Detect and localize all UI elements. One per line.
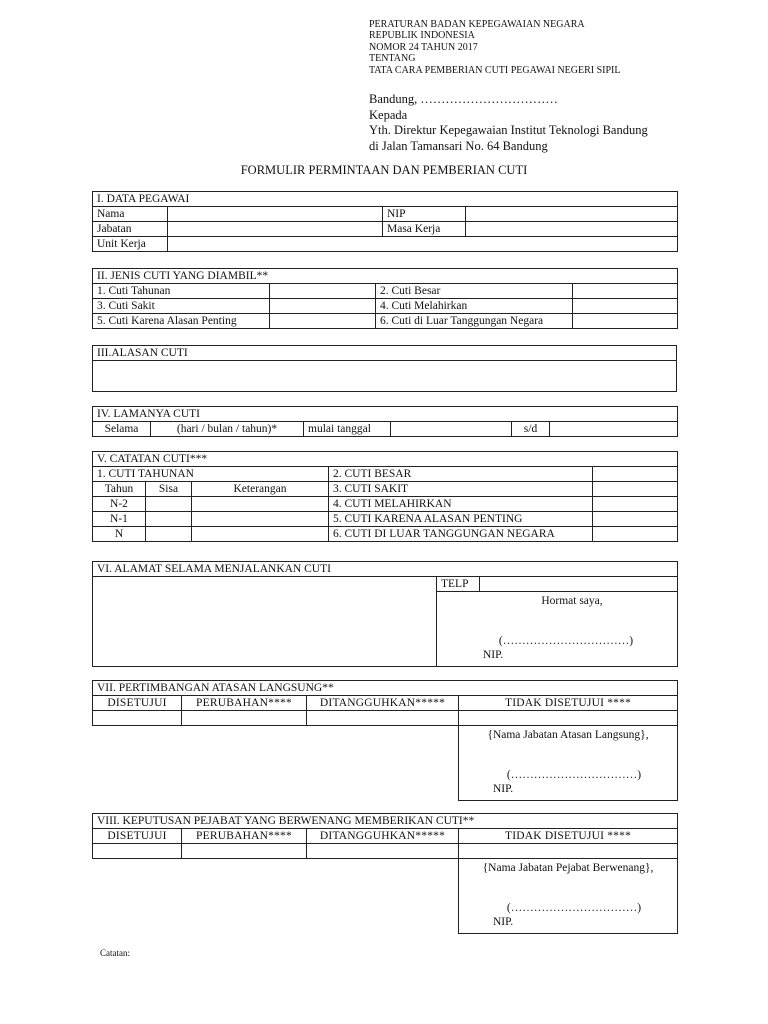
cuti-luar-tanggungan-label: 6. Cuti di Luar Tanggungan Negara [376, 314, 573, 329]
section-alasan-cuti [92, 345, 677, 392]
col-tidak-disetujui: TIDAK DISETUJUI **** [459, 696, 678, 711]
catatan-label: Catatan: [100, 948, 130, 958]
telp-label: TELP [437, 577, 480, 592]
catatan-cuti-sakit-label: 3. CUTI SAKIT [329, 482, 593, 497]
col-sisa: Sisa [146, 482, 192, 497]
catatan-cuti-luar-tanggungan-label: 6. CUTI DI LUAR TANGGUNGAN NEGARA [329, 527, 593, 542]
jabatan-label: Jabatan [93, 222, 168, 237]
cuti-melahirkan-check[interactable] [573, 299, 678, 314]
section-title: VIII. KEPUTUSAN PEJABAT YANG BERWENANG MEMBERIKAN CUTI** [93, 814, 678, 829]
regulation-header [369, 19, 621, 76]
nip-label: NIP [383, 207, 466, 222]
pejabat-signature-block [459, 859, 678, 934]
cuti-alasan-penting-label: 5. Cuti Karena Alasan Penting [93, 314, 270, 329]
col-keterangan: Keterangan [192, 482, 329, 497]
nama-label: Nama [93, 207, 168, 222]
disetujui-field[interactable] [93, 711, 182, 726]
section-title: III.ALASAN CUTI [93, 346, 677, 361]
selama-label: Selama [93, 422, 151, 437]
addressee-location: di Jalan Tamansari No. 64 Bandung [369, 138, 548, 153]
catatan-cuti-melahirkan-field[interactable] [593, 497, 678, 512]
form-title: FORMULIR PERMINTAAN DAN PEMBERIAN CUTI [240, 163, 528, 177]
mulai-tanggal-field[interactable] [391, 422, 512, 437]
nip-field[interactable] [466, 207, 678, 222]
perubahan-field[interactable] [182, 711, 307, 726]
section-title: VI. ALAMAT SELAMA MENJALANKAN CUTI [93, 562, 678, 577]
ditangguhkan-field[interactable] [307, 844, 459, 859]
masa-kerja-label: Masa Kerja [383, 222, 466, 237]
catatan-cuti-luar-tanggungan-field[interactable] [593, 527, 678, 542]
cuti-sakit-label: 3. Cuti Sakit [93, 299, 270, 314]
addressee-recipient: Yth. Direktur Kepegawaian Institut Teknologi Bandung [369, 123, 648, 137]
mulai-tanggal-label: mulai tanggal [304, 422, 391, 437]
year-n2: N-2 [93, 497, 146, 512]
header-line: REPUBLIK INDONESIA [369, 30, 475, 42]
section-title: IV. LAMANYA CUTI [93, 407, 678, 422]
sisa-field[interactable] [146, 497, 192, 512]
nama-field[interactable] [168, 207, 383, 222]
section-jenis-cuti [92, 268, 678, 329]
pemohon-signature-block [437, 592, 678, 667]
city-date: Bandung, …………………………… [369, 92, 558, 106]
telp-field[interactable] [480, 577, 678, 592]
catatan-cuti-besar-field[interactable] [593, 467, 678, 482]
header-line: PERATURAN BADAN KEPEGAWAIAN NEGARA [369, 19, 585, 30]
jabatan-field[interactable] [168, 222, 383, 237]
hormat-saya: Hormat saya, [541, 595, 603, 607]
col-perubahan: PERUBAHAN**** [182, 829, 307, 844]
blank-area [93, 726, 459, 801]
nip-line: NIP. [493, 916, 514, 928]
section-pertimbangan-atasan [92, 680, 678, 801]
cuti-luar-tanggungan-check[interactable] [573, 314, 678, 329]
keterangan-field[interactable] [192, 497, 329, 512]
col-ditangguhkan: DITANGGUHKAN***** [307, 829, 459, 844]
col-disetujui: DISETUJUI [93, 829, 182, 844]
addressee-to: Kepada [369, 107, 408, 122]
cuti-tahunan-heading: 1. CUTI TAHUNAN [93, 467, 329, 482]
cuti-besar-label: 2. Cuti Besar [376, 284, 573, 299]
sd-label: s/d [512, 422, 550, 437]
atasan-signature-block [459, 726, 678, 801]
blank-area [93, 859, 459, 934]
section-keputusan-pejabat [92, 813, 678, 934]
section-alamat-cuti [92, 561, 678, 667]
masa-kerja-field[interactable] [466, 222, 678, 237]
sisa-field[interactable] [146, 527, 192, 542]
header-line: TENTANG [369, 53, 416, 65]
catatan-cuti-besar-label: 2. CUTI BESAR [329, 467, 593, 482]
tidak-disetujui-field[interactable] [459, 844, 678, 859]
col-perubahan: PERUBAHAN**** [182, 696, 307, 711]
ditangguhkan-field[interactable] [307, 711, 459, 726]
cuti-melahirkan-label: 4. Cuti Melahirkan [376, 299, 573, 314]
keterangan-field[interactable] [192, 512, 329, 527]
catatan-cuti-alasan-penting-field[interactable] [593, 512, 678, 527]
unit-kerja-label: Unit Kerja [93, 237, 168, 252]
sampai-tanggal-field[interactable] [550, 422, 678, 437]
catatan-cuti-sakit-field[interactable] [593, 482, 678, 497]
section-data-pegawai [92, 191, 678, 252]
cuti-alasan-penting-check[interactable] [270, 314, 376, 329]
year-n1: N-1 [93, 512, 146, 527]
address-block [369, 92, 648, 154]
catatan-cuti-alasan-penting-label: 5. CUTI KARENA ALASAN PENTING [329, 512, 593, 527]
cuti-sakit-check[interactable] [270, 299, 376, 314]
cuti-besar-check[interactable] [573, 284, 678, 299]
section-title: II. JENIS CUTI YANG DIAMBIL** [93, 269, 678, 284]
header-line: TATA CARA PEMBERIAN CUTI PEGAWAI NEGERI SIPIL [369, 64, 621, 76]
alamat-field[interactable] [93, 577, 437, 667]
col-ditangguhkan: DITANGGUHKAN***** [307, 696, 459, 711]
keterangan-field[interactable] [192, 527, 329, 542]
catatan-cuti-melahirkan-label: 4. CUTI MELAHIRKAN [329, 497, 593, 512]
year-n: N [93, 527, 146, 542]
signature-line[interactable]: (……………………………) [506, 769, 642, 781]
section-title: I. DATA PEGAWAI [93, 192, 678, 207]
cuti-tahunan-check[interactable] [270, 284, 376, 299]
sisa-field[interactable] [146, 512, 192, 527]
header-line: NOMOR 24 TAHUN 2017 [369, 41, 478, 53]
section-lamanya-cuti [92, 406, 678, 437]
col-tahun: Tahun [93, 482, 146, 497]
section-title: VII. PERTIMBANGAN ATASAN LANGSUNG** [93, 681, 678, 696]
section-catatan-cuti [92, 451, 678, 542]
durasi-unit-label[interactable]: (hari / bulan / tahun)* [151, 422, 304, 437]
nip-line: NIP. [483, 649, 504, 661]
unit-kerja-field[interactable] [168, 237, 678, 252]
signature-line[interactable]: (……………………………) [506, 902, 642, 914]
tidak-disetujui-field[interactable] [459, 711, 678, 726]
jabatan-pejabat: {Nama Jabatan Pejabat Berwenang}, [482, 862, 654, 874]
jabatan-atasan: {Nama Jabatan Atasan Langsung}, [487, 729, 649, 741]
section-title: V. CATATAN CUTI*** [93, 452, 678, 467]
cuti-tahunan-label: 1. Cuti Tahunan [93, 284, 270, 299]
alasan-cuti-field[interactable] [93, 361, 677, 392]
perubahan-field[interactable] [182, 844, 307, 859]
col-disetujui: DISETUJUI [93, 696, 182, 711]
nip-line: NIP. [493, 783, 514, 795]
signature-line[interactable]: (……………………………) [498, 635, 634, 647]
col-tidak-disetujui: TIDAK DISETUJUI **** [459, 829, 678, 844]
disetujui-field[interactable] [93, 844, 182, 859]
